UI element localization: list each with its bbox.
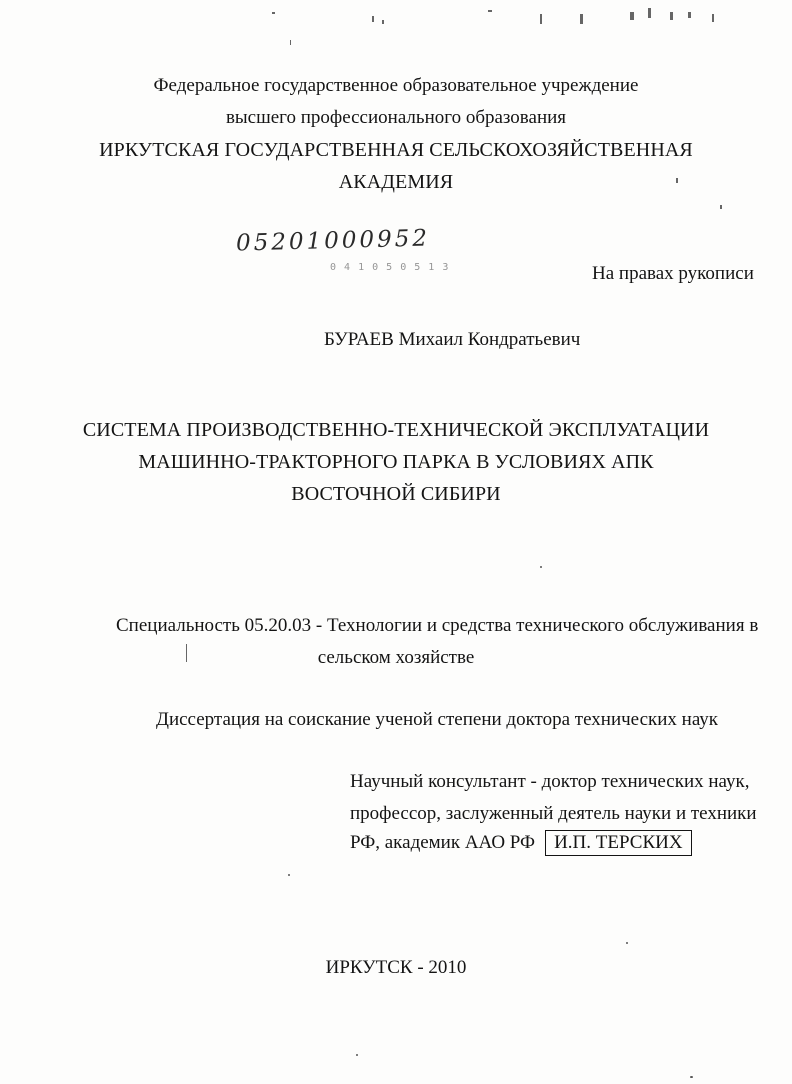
scan-noise xyxy=(272,12,275,14)
dissertation-title-line-2: МАШИННО-ТРАКТОРНОГО ПАРКА В УСЛОВИЯХ АПК xyxy=(138,451,654,473)
scan-noise xyxy=(372,16,374,22)
degree-statement: Диссертация на соискание ученой степени доктора технических наук xyxy=(156,709,719,730)
scan-noise xyxy=(670,12,673,20)
specialty-line-1: Специальность 05.20.03 - Технологии и средства технического обслуживания в xyxy=(116,615,759,636)
institution-name: ИРКУТСКАЯ ГОСУДАРСТВЕННАЯ СЕЛЬСКОХОЗЯЙСТВЕННАЯ xyxy=(99,139,693,161)
scan-noise xyxy=(288,874,290,876)
manuscript-rights: На правах рукописи xyxy=(592,263,754,284)
scan-noise xyxy=(540,566,542,568)
scan-noise xyxy=(488,10,492,12)
institution-line-2: высшего профессионального образования xyxy=(225,107,567,128)
scan-noise xyxy=(290,40,291,45)
scan-noise xyxy=(626,942,628,944)
city-year: ИРКУТСК - 2010 xyxy=(325,957,467,978)
scan-noise xyxy=(540,14,542,24)
scan-noise xyxy=(690,1076,693,1078)
consultant-line-3 xyxy=(350,830,692,856)
consultant-name-box: И.П. ТЕРСКИХ xyxy=(545,830,692,856)
dissertation-title-line-1: СИСТЕМА ПРОИЗВОДСТВЕННО-ТЕХНИЧЕСКОЙ ЭКСПЛУАТАЦИИ xyxy=(82,419,710,441)
institution-line-1: Федеральное государственное образовательное учреждение xyxy=(153,75,639,96)
consultant-title: РФ, академик ААО РФ xyxy=(350,832,536,853)
scan-noise xyxy=(580,14,583,24)
handwritten-registry-number: 05201000952 xyxy=(235,225,431,257)
scan-noise xyxy=(648,8,651,18)
scan-noise xyxy=(720,205,722,209)
specialty-line-2: сельском хозяйстве xyxy=(317,647,475,668)
scan-noise xyxy=(712,14,714,22)
scan-noise xyxy=(186,644,187,662)
author-name: БУРАЕВ Михаил Кондратьевич xyxy=(324,329,581,350)
scan-noise xyxy=(676,178,678,183)
library-stamp: 0 4 1 0 5 0 5 1 3 xyxy=(330,262,450,273)
institution-name-cont: АКАДЕМИЯ xyxy=(338,171,454,193)
scan-noise xyxy=(382,20,384,24)
dissertation-title-line-3: ВОСТОЧНОЙ СИБИРИ xyxy=(291,483,501,505)
consultant-line-2: профессор, заслуженный деятель науки и техники xyxy=(350,803,757,824)
scan-noise xyxy=(688,12,691,18)
scan-noise xyxy=(356,1054,358,1056)
scan-noise xyxy=(630,12,634,20)
consultant-line-1: Научный консультант - доктор технических наук, xyxy=(350,771,750,792)
